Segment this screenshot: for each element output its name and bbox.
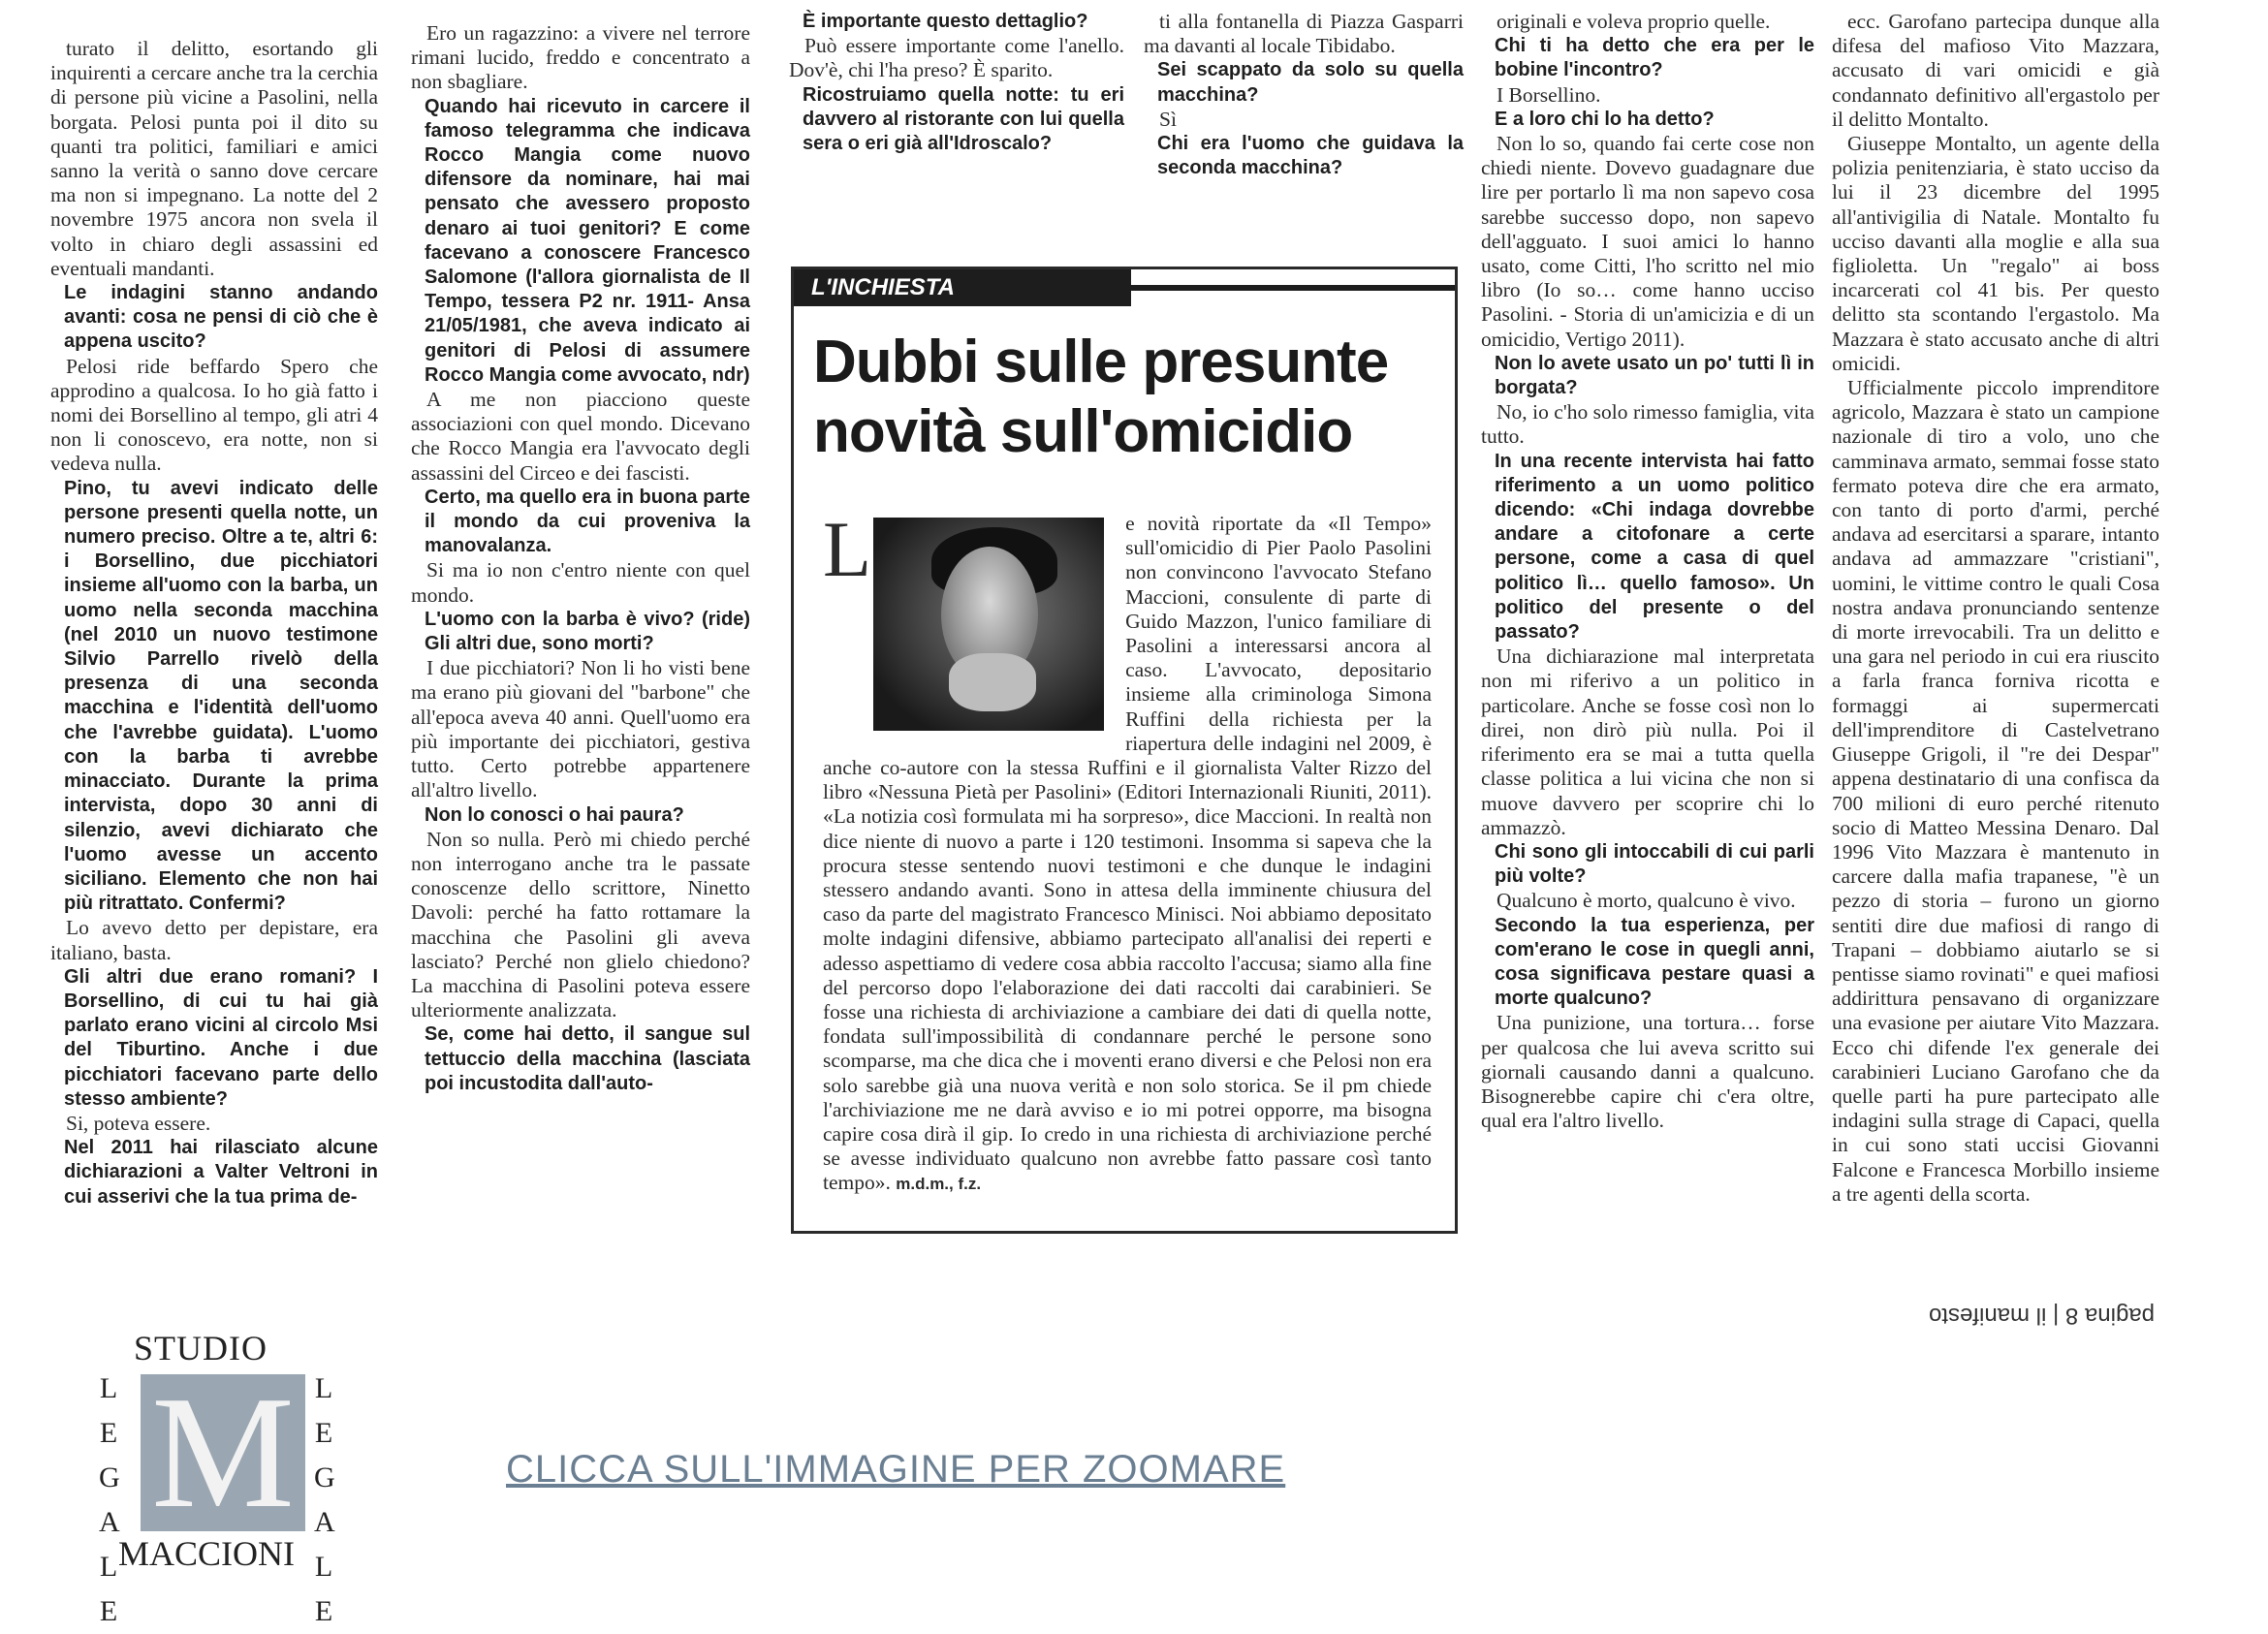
interview-question: Ricostruiamo quella notte: tu eri davvero al ristorante con lui quella sera o eri già all'Idroscalo?: [803, 83, 1124, 155]
photo-hand: [949, 653, 1036, 711]
interview-question: Chi sono gli intoccabili di cui parli più volte?: [1495, 840, 1814, 888]
paragraph: Ufficialmente piccolo imprenditore agricolo, Mazzara è stato un campione nazionale di tiro a volo, uno che camminava armato, semmai fosse stato fermato poteva dire che era armato, con tanto di porto d'armi, perché andava ad esercitarsi a sparare, intanto andava ad ammazzare "cristiani", uomini, le vittime contro le quali Cosa nostra andava pronunciando sentenze di morte irrevocabili. Tra un delitto e una gara nel periodo in cui era riuscito a farla franca forniva ricotta e formaggi ai supermercati dell'imprenditore di Castelvetrano Giuseppe Grigoli, il "re dei Despar" appena destinatario di una confisca da 700 milioni di euro perché ritenuto socio di Matteo Messina Denaro. Dal 1996 Vito Mazzara è mantenuto in carcere dalla mafia trapanese, "è un pezzo di storia – furono un giorno sentiti dire due mafiosi di rango di Trapani – dobbiamo aiutarlo se si pentisse siamo rovinati" e quei mafiosi addirittura pensavano di organizzare una evasione per aiutare Vito Mazzara. Ecco chi difende l'ex generale dei carabinieri Luciano Garofano che da quelle parti ha pure partecipato alle indagini sulla strage di Capaci, quella in cui sono stati uccisi Giovanni Falcone e Francesca Morbillo insieme a tre agenti della scorta.: [1832, 376, 2159, 1206]
logo-vertical-letter: L: [314, 1372, 333, 1404]
inchiesta-rule: [1114, 285, 1455, 291]
inchiesta-signature: m.d.m., f.z.: [896, 1175, 982, 1194]
logo-vertical-letter: A: [99, 1506, 120, 1538]
logo-vertical-letter: G: [99, 1461, 120, 1493]
article-column-5: [1481, 10, 1814, 1133]
paragraph: originali e voleva proprio quelle.: [1496, 10, 1771, 33]
paragraph: Si, poteva essere.: [66, 1111, 211, 1135]
inchiesta-box: [791, 267, 1458, 1234]
logo-vertical-letter: A: [314, 1506, 335, 1538]
interview-question: Se, come hai detto, il sangue sul tettuccio della macchina (lasciata poi incustodita dall'auto-: [425, 1023, 750, 1094]
paragraph: Può essere importante come l'anello. Dov'è, chi l'ha preso? È sparito.: [789, 34, 1124, 82]
interview-question: Sei scappato da solo su quella macchina?: [1157, 59, 1464, 106]
zoom-link[interactable]: CLICCA SULL'IMMAGINE PER ZOOMARE: [506, 1448, 1286, 1491]
interview-question: Chi ti ha detto che era per le bobine l'incontro?: [1495, 35, 1814, 81]
interview-question: Non lo conosci o hai paura?: [425, 803, 684, 826]
drop-cap: L: [823, 505, 872, 593]
paragraph: I Borsellino.: [1496, 82, 1601, 107]
logo-studio-text: STUDIO: [134, 1329, 268, 1367]
paragraph: Una punizione, una tortura… forse per qualcosa che lui aveva scritto sui giornali causando danni a qualcuno. Bisognerebbe capire chi c'era oltre, qual era l'altro livello.: [1481, 1011, 1814, 1133]
interview-question: L'uomo con la barba è vivo? (ride) Gli altri due, sono morti?: [425, 608, 750, 655]
studio-legale-maccioni-logo[interactable]: [97, 1328, 339, 1627]
logo-maccioni-text: MACCIONI: [118, 1534, 296, 1573]
interview-question: Certo, ma quello era in buona parte il mondo da cui proveniva la manovalanza.: [425, 486, 750, 557]
paragraph: No, io c'ho solo rimesso famiglia, vita tutto.: [1481, 400, 1814, 449]
paragraph: I due picchiatori? Non li ho visti bene ma erano più giovani del "barbone" che all'epoca aveva 40 anni. Quell'uomo era più importante dei picchiatori, gestiva tutto. Certo potrebbe appartenere all'altro livello.: [411, 656, 750, 802]
logo-vertical-letter: E: [99, 1595, 118, 1627]
interview-question: Gli altri due erano romani? I Borsellino, di cui tu hai già parlato erano vicini al circolo Msi del Tiburtino. Anche i due picchiatori facevano parte dello stesso ambiente?: [64, 965, 378, 1110]
logo-vertical-letter: E: [314, 1417, 333, 1449]
interview-question: Nel 2011 hai rilasciato alcune dichiarazioni a Valter Veltroni in cui asserivi che la tua prima de-: [64, 1137, 378, 1208]
paragraph: Non lo so, quando fai certe cose non chiedi niente. Dovevo guadagnare due lire per portarlo lì ma non sapevo cosa sarebbe successo dopo, non sapevo dell'agguato. I suoi amici lo hanno usato, come Citti, l'ho scritto nel mio libro (Io so… come hanno ucciso Pasolini. - Storia di un'amicizia e di un omicidio, Vertigo 2011).: [1481, 132, 1814, 351]
paragraph: ti alla fontanella di Piazza Gasparri ma davanti al locale Tibidabo.: [1144, 10, 1464, 58]
inchiesta-tag: L'INCHIESTA: [794, 269, 1131, 306]
mirrored-page-footer: pagina 8 | il manifesto: [1929, 1303, 2156, 1329]
logo-vertical-letter: L: [99, 1372, 118, 1404]
article-column-2: [411, 21, 750, 1096]
article-column-1: [50, 37, 378, 1210]
logo-m-box: [141, 1363, 305, 1541]
paragraph: Pelosi ride beffardo Spero che approdino a qualcosa. Io ho già fatto i nomi dei Borsellino al tempo, gli atri 4 non li conoscevo, era notte, non si vedeva nulla.: [50, 354, 378, 476]
paragraph: Una dichiarazione mal interpretata non mi riferivo a un politico in particolare. Anche se fosse così non lo direi, non dirò più nulla. Poi il riferimento era se mai a tutta quella classe politica a lui vicina che non si muove davvero per scoprire chi lo ammazzò.: [1481, 644, 1814, 839]
logo-vertical-letter: L: [99, 1551, 118, 1583]
article-column-6: [1832, 10, 2159, 1207]
paragraph: Ero un ragazzino: a vivere nel terrore rimani lucido, freddo e concentrato a non sbagliare.: [411, 21, 750, 94]
interview-question: In una recente intervista hai fatto riferimento a un uomo politico dicendo: «Chi indaga dovrebbe andare a citofonare a certe persone, come a casa di quel politico lì… quello famoso». Un politico del presente o del passato?: [1495, 450, 1814, 644]
paragraph: Qualcuno è morto, qualcuno è vivo.: [1496, 889, 1796, 913]
article-column-3: [789, 10, 1124, 156]
interview-question: Chi era l'uomo che guidava la seconda macchina?: [1157, 133, 1464, 179]
logo-vertical-letter: L: [314, 1551, 333, 1583]
interview-question: E a loro chi lo ha detto?: [1495, 108, 1715, 130]
paragraph: Si ma io non c'entro niente con quel mondo.: [411, 558, 750, 607]
paragraph: Giuseppe Montalto, un agente della polizia penitenziaria, è stato ucciso da lui il 23 dicembre del 1995 all'antivigilia di Natale. Montalto fu ucciso davanti alla moglie e alla sua figlioletta. Un "regalo" ai boss incarcerati col 41 bis. Per questo delitto sta scontando l'ergastolo. Ma Mazzara è stato accusato anche di altri omicidi.: [1832, 132, 2159, 375]
interview-question: Le indagini stanno andando avanti: cosa ne pensi di ciò che è appena uscito?: [64, 282, 378, 353]
inchiesta-body: [823, 505, 1432, 1197]
interview-question: Pino, tu avevi indicato delle persone presenti quella notte, un numero preciso. Oltre a te, altri 6: i Borsellino, due picchiatori insieme all'uomo con la barba, un uomo nella seconda macchina (nel 2010 un nuovo testimone Silvio Parrello rivelò della presenza di una seconda macchina e l'identità dell'uomo che l'avrebbe guidata). L'uomo con la barba ti avrebbe minacciato. Durante la prima intervista, dopo 30 anni di silenzio, avevi dichiarato che l'uomo avesse un accento siciliano. Elemento che non hai più ritrattato. Confermi?: [64, 477, 378, 915]
logo-vertical-letter: G: [314, 1461, 335, 1493]
logo-vertical-letter: E: [99, 1417, 118, 1449]
logo-left-vertical: [99, 1367, 118, 1634]
logo-m-letter: M: [151, 1363, 295, 1541]
paragraph: ecc. Garofano partecipa dunque alla difesa del mafioso Vito Mazzara, accusato di vari omicidi e già condannato definitivo all'ergastolo per il delitto Montalto.: [1832, 10, 2159, 131]
logo-vertical-letter: E: [314, 1595, 333, 1627]
logo-right-vertical: [314, 1367, 333, 1634]
interview-question: Non lo avete usato un po' tutti lì in borgata?: [1495, 352, 1814, 399]
paragraph: turato il delitto, esortando gli inquirenti a cercare anche tra la cerchia di persone più vicine a Pasolini, nella borgata. Pelosi punta poi il dito su quanti tra politici, familiari e amici sanno la verità o sanno dove cercare ma non si impegnano. La notte del 2 novembre 1975 ancora non svela il volto in chiaro degli assassini ed eventuali mandanti.: [50, 37, 378, 280]
pasolini-photo: [873, 518, 1104, 731]
article-column-4: [1144, 10, 1464, 180]
inchiesta-text: e novità riportate da «Il Tempo» sull'omicidio di Pier Paolo Pasolini non convincono l'avvocato Stefano Maccioni, consulente di parte di Guido Mazzon, l'unico familiare di Pasolini a interessarsi ancora al caso. L'avvocato, depositario insieme alla criminologa Simona Ruffini della richiesta per la riapertura delle indagini nel 2009, è anche co-autore con la stessa Ruffini e il giornalista Valter Rizzo del libro «Nessuna Pietà per Pasolini» (Editori Internazionali Riuniti, 2011). «La notizia così formulata mi ha sorpreso», dice Maccioni. In realtà non dice niente di nuovo a parte i 120 testimoni. Insomma si sapeva che la procura stesse sentendo nuovi testimoni e che dunque le indagini stessero andando avanti. Sono in attesa della imminente chiusura del caso da parte del magistrato Francesco Minisci. Noi abbiamo depositato molte indagini difensive, abbiamo partecipato all'analisi dei reperti e adesso aspettiamo di vedere cosa abbia raccolto l'accusa; siamo alla fine del percorso dopo l'elaborazione dei dati raccolti dai carabinieri. Se fosse una richiesta di archiviazione a cambiare dei dati di quella notte, fondata sull'impossibilità di condannare perché le persone sono scomparse, ma che dica che i moventi erano diversi e che Pelosi non era solo sarebbe già una nuova verità e non solo storica. Se il pm chiede l'archiviazione me ne darà avviso e io mi potrei opporre, ma bisogna capire cosa dirà il gip. Io credo in una richiesta di archiviazione perché se avesse individuato qualcuno non avrebbe fatto passare così tanto tempo».: [823, 512, 1432, 1195]
paragraph: Sì: [1159, 107, 1177, 131]
inchiesta-headline: Dubbi sulle presunte novità sull'omicidio: [813, 329, 1389, 465]
paragraph: Lo avevo detto per depistare, era italiano, basta.: [50, 916, 378, 964]
interview-question: È importante questo dettaglio?: [803, 11, 1088, 32]
paragraph: A me non piacciono queste associazioni con quel mondo. Dicevano che Rocco Mangia era l'avvocato degli assassini del Circeo e dei fascisti.: [411, 388, 750, 485]
paragraph: Non so nulla. Però mi chiedo perché non interrogano anche tra le passate conoscenze dello scrittore, Ninetto Davoli: perché ha fatto rottamare la macchina che Pasolini gli aveva lasciato? Perché non glielo chiedono? La macchina di Pasolini poteva essere ulteriormente analizzata.: [411, 827, 750, 1022]
interview-question: Secondo la tua esperienza, per com'erano le cose in quegli anni, cosa significava pestare quasi a morte qualcuno?: [1495, 914, 1814, 1010]
interview-question: Quando hai ricevuto in carcere il famoso telegramma che indicava Rocco Mangia come nuovo difensore da nominare, hai mai pensato che avessero proposto denaro ai tuoi genitori? E come facevano a conoscere Francesco Salomone (l'allora giornalista de Il Tempo, tessera P2 nr. 1911- Ansa 21/05/1981, che aveva indicato ai genitori di Pelosi di assumere Rocco Mangia come avvocato, ndr): [425, 95, 750, 386]
